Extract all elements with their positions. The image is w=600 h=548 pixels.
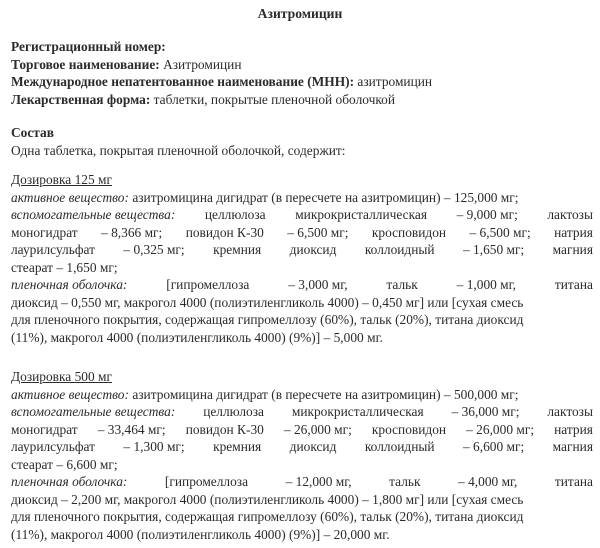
film-coating-line: для пленочного покрытия, содержащая гипромеллозу (60%), тальк (20%), титана диоксид bbox=[11, 509, 524, 524]
excipient-amount: – 6,500 мг; bbox=[469, 224, 531, 240]
active-substance-line bbox=[11, 189, 593, 207]
excipient-word: лаурилсульфат bbox=[11, 439, 95, 454]
inn-label: Международное непатентованное наименование (МНН): bbox=[11, 74, 355, 89]
excipient-amount: – 0,325 мг; bbox=[123, 242, 185, 257]
coating-amount: – 12,000 мг, bbox=[285, 474, 352, 489]
dosage-500-heading: Дозировка 500 мг bbox=[11, 369, 112, 384]
active-substance-text: азитромицина дигидрат (в пересчете на азитромицин) – 500,000 мг; bbox=[128, 386, 519, 402]
excipients-line bbox=[11, 224, 593, 242]
inn-value: азитромицин bbox=[354, 74, 433, 89]
excipients-label: вспомогательные вещества: bbox=[11, 207, 176, 222]
dosage-125-section bbox=[11, 171, 593, 346]
excipient-word: микрокристаллическая bbox=[295, 207, 428, 222]
excipient-word: диоксид bbox=[289, 439, 337, 454]
excipient-word: повидон К-30 bbox=[185, 224, 264, 240]
film-coating-line bbox=[11, 276, 593, 294]
excipients-line-end: стеарат – 1,650 мг; bbox=[11, 259, 118, 275]
excipients-line bbox=[11, 421, 593, 439]
inn-line bbox=[11, 73, 593, 91]
excipient-word: натрия bbox=[554, 421, 593, 437]
film-coating-line: диоксид – 0,550 мг, макрогол 4000 (полиэтиленгликоль 4000) – 0,450 мг] или [сухая смесь bbox=[11, 294, 524, 310]
excipient-amount: – 33,464 мг; bbox=[97, 421, 166, 437]
excipient-amount: – 9,000 мг; bbox=[456, 207, 518, 222]
excipient-word: лактозы bbox=[547, 404, 593, 419]
excipients-line bbox=[11, 206, 593, 224]
dosage-form-label: Лекарственная форма: bbox=[11, 91, 151, 107]
excipients-line-end: стеарат – 6,600 мг; bbox=[11, 456, 118, 472]
active-substance-text: азитромицина дигидрат (в пересчете на азитромицин) – 125,000 мг; bbox=[128, 189, 519, 205]
film-coating-line: (11%), макрогол 4000 (полиэтиленгликоль 4000) (9%)] – 20,000 мг. bbox=[11, 526, 390, 542]
excipient-amount: – 1,650 мг; bbox=[463, 242, 525, 257]
film-coating-label: пленочная оболочка: bbox=[11, 277, 128, 292]
registration-section bbox=[11, 38, 593, 108]
excipients-line bbox=[11, 241, 593, 259]
dosage-125-heading: Дозировка 125 мг bbox=[11, 172, 112, 187]
excipient-word: магния bbox=[552, 439, 593, 454]
excipients-label: вспомогательные вещества: bbox=[11, 404, 176, 419]
dosage-form-line bbox=[11, 91, 593, 109]
document-title: Азитромицин bbox=[257, 6, 343, 21]
excipient-amount: – 26,000 мг; bbox=[283, 421, 352, 437]
coating-word: титана bbox=[554, 277, 593, 292]
excipients-line bbox=[11, 403, 593, 421]
film-coating-label: пленочная оболочка: bbox=[11, 474, 128, 489]
excipient-word: диоксид bbox=[289, 242, 337, 257]
excipient-amount: – 6,600 мг; bbox=[463, 439, 525, 454]
excipient-amount: – 36,000 мг; bbox=[451, 404, 520, 419]
excipient-word: моногидрат bbox=[11, 224, 78, 240]
registration-number-label: Регистрационный номер: bbox=[11, 39, 166, 54]
excipient-amount: – 1,300 мг; bbox=[123, 439, 185, 454]
excipient-word: кросповидон bbox=[371, 224, 447, 240]
film-coating-line: диоксид – 2,200 мг, макрогол 4000 (полиэтиленгликоль 4000) – 1,800 мг] или [сухая смесь bbox=[11, 491, 524, 507]
coating-word: [гипромеллоза bbox=[164, 474, 249, 489]
coating-word: титана bbox=[554, 474, 593, 489]
film-coating-line bbox=[11, 473, 593, 491]
trade-name-value: Азитромицин bbox=[159, 56, 242, 72]
composition-section bbox=[11, 124, 593, 159]
coating-word: тальк bbox=[386, 277, 418, 292]
excipient-word: коллоидный bbox=[364, 439, 435, 454]
excipient-word: магния bbox=[552, 242, 593, 257]
excipient-amount: – 8,366 мг; bbox=[101, 224, 163, 240]
excipient-word: повидон К-30 bbox=[185, 421, 264, 437]
excipient-word: микрокристаллическая bbox=[291, 404, 424, 419]
film-coating-line: для пленочного покрытия, содержащая гипромеллозу (60%), тальк (20%), титана диоксид bbox=[11, 312, 524, 327]
dosage-500-section bbox=[11, 368, 593, 543]
active-substance-label: активное вещество: bbox=[11, 386, 129, 402]
excipient-word: натрия bbox=[554, 224, 593, 240]
coating-amount: – 3,000 мг, bbox=[288, 277, 348, 292]
excipient-word: кросповидон bbox=[371, 421, 447, 437]
composition-heading: Состав bbox=[11, 125, 54, 140]
active-substance-label: активное вещество: bbox=[11, 189, 129, 205]
film-coating-line: (11%), макрогол 4000 (полиэтиленгликоль 4000) (9%)] – 5,000 мг. bbox=[11, 329, 383, 345]
excipient-word: моногидрат bbox=[11, 421, 78, 437]
excipient-word: кремния bbox=[213, 439, 262, 454]
trade-name-label: Торговое наименование: bbox=[11, 56, 160, 72]
excipient-word: кремния bbox=[213, 242, 262, 257]
excipient-word: целлюлоза bbox=[203, 404, 264, 419]
excipient-amount: – 26,000 мг; bbox=[466, 421, 535, 437]
excipient-word: целлюлоза bbox=[204, 207, 266, 222]
coating-word: [гипромеллоза bbox=[166, 277, 250, 292]
trade-name-line bbox=[11, 56, 593, 74]
coating-amount: – 1,000 мг, bbox=[456, 277, 516, 292]
coating-amount: – 4,000 мг, bbox=[458, 474, 518, 489]
dosage-form-value: таблетки, покрытые пленочной оболочкой bbox=[150, 91, 396, 107]
active-substance-line bbox=[11, 386, 593, 404]
excipient-word: лаурилсульфат bbox=[11, 242, 95, 257]
composition-intro: Одна таблетка, покрытая пленочной оболочкой, содержит: bbox=[11, 142, 346, 158]
excipient-amount: – 6,500 мг; bbox=[287, 224, 349, 240]
excipient-word: лактозы bbox=[547, 207, 593, 222]
coating-word: тальк bbox=[389, 474, 421, 489]
excipients-line bbox=[11, 438, 593, 456]
excipient-word: коллоидный bbox=[364, 242, 435, 257]
